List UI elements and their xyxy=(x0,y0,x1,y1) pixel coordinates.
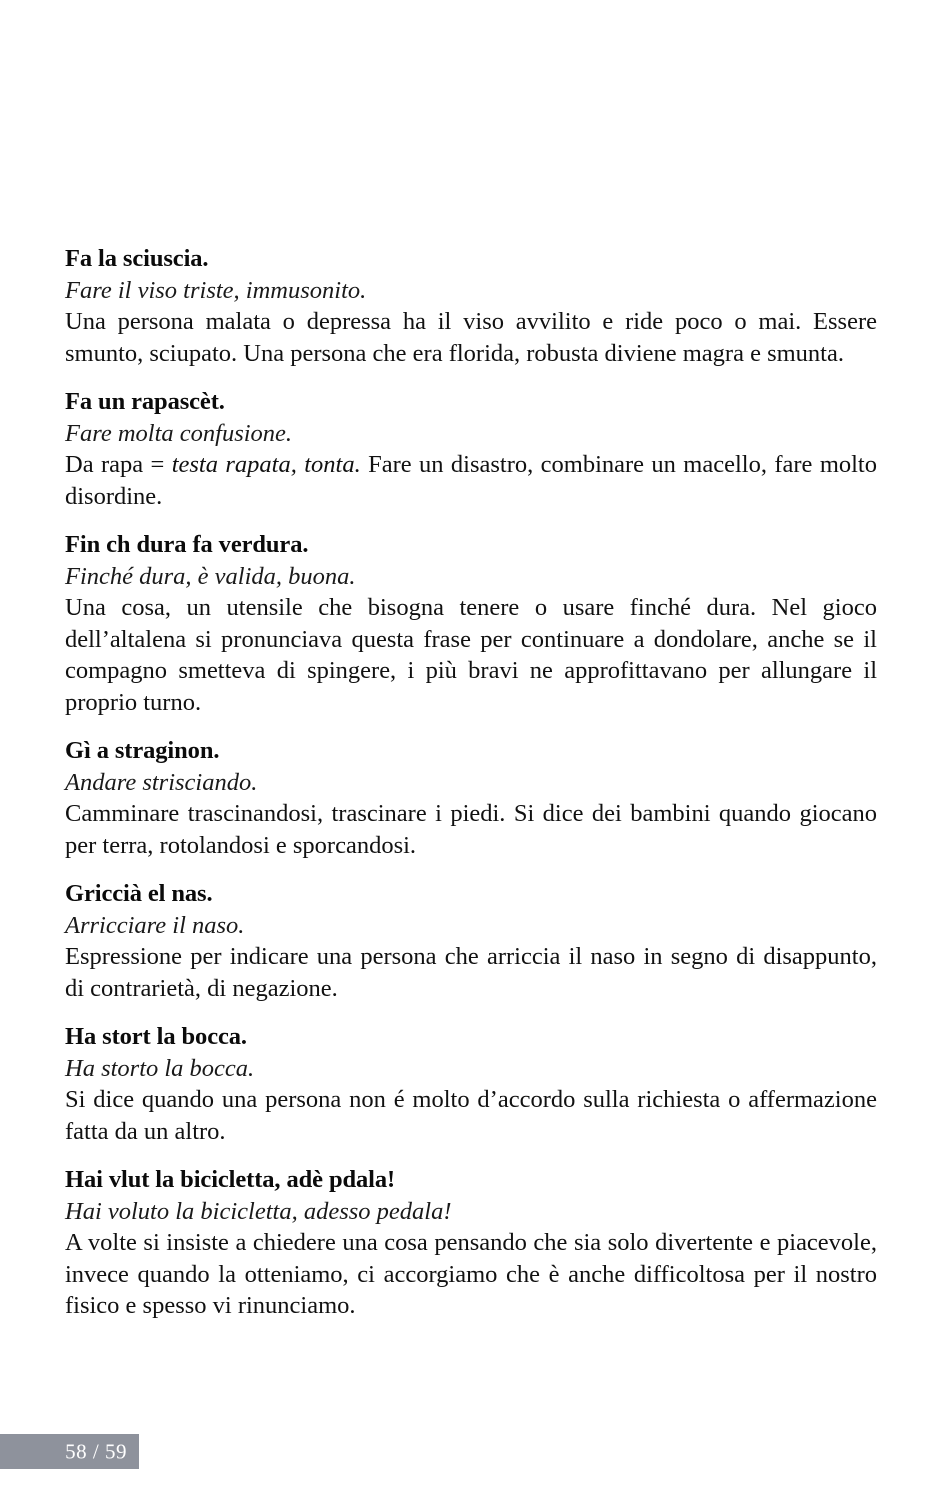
entry-body-italic-span: testa rapata, tonta. xyxy=(171,451,361,478)
dictionary-entry xyxy=(65,386,877,512)
entry-body-span: Espressione per indicare una persona che arriccia il naso in segno di disappunto, di contrarietà, di negazione. xyxy=(65,943,877,1002)
entry-gloss: Arricciare il naso. xyxy=(65,911,245,939)
entry-body xyxy=(65,1084,877,1147)
entry-body-span: Camminare trascinandosi, trascinare i piedi. Si dice dei bambini quando giocano per terra, rotolandosi e sporcandosi. xyxy=(65,800,877,859)
entry-body-span: Da rapa = xyxy=(65,451,172,478)
entry-term: Hai vlut la bicicletta, adè pdala! xyxy=(65,1166,396,1193)
entry-gloss: Hai voluto la bicicletta, adesso pedala! xyxy=(65,1197,452,1225)
entry-body xyxy=(65,592,877,718)
dictionary-entry xyxy=(65,1164,877,1322)
page-number-label: 58 / 59 xyxy=(65,1439,127,1463)
entry-body-span: A volte si insiste a chiedere una cosa pensando che sia solo divertente e piacevole, invece quando la otteniamo, ci accorgiamo che è anche difficoltosa per il nostro fisico e spesso vi rinunciamo. xyxy=(65,1229,877,1319)
entry-body xyxy=(65,941,877,1004)
entry-gloss: Fare molta confusione. xyxy=(65,419,293,447)
dictionary-entry xyxy=(65,878,877,1004)
page-footer-bar xyxy=(0,1434,139,1469)
entry-gloss: Andare strisciando. xyxy=(65,768,258,796)
entry-body xyxy=(65,1227,877,1322)
entry-term: Fa la sciuscia. xyxy=(65,245,209,272)
entry-body xyxy=(65,306,877,369)
entry-body xyxy=(65,449,877,512)
dictionary-entry xyxy=(65,243,877,369)
dictionary-entry xyxy=(65,529,877,718)
entry-term: Fin ch dura fa verdura. xyxy=(65,531,309,558)
entry-body xyxy=(65,798,877,861)
entry-term: Griccià el nas. xyxy=(65,880,213,907)
entry-gloss: Finché dura, è valida, buona. xyxy=(65,562,356,590)
dictionary-entry xyxy=(65,1021,877,1147)
entry-body-span: Fare un disastro, combinare un macello, fare molto disordine. xyxy=(65,451,877,510)
entry-gloss: Ha storto la bocca. xyxy=(65,1054,255,1082)
entry-term: Ha stort la bocca. xyxy=(65,1023,247,1050)
entry-body-span: Una cosa, un utensile che bisogna tenere o usare finché dura. Nel gioco dell’altalena si pronunciava questa frase per continuare a dondolare, anche se il compagno smetteva di spingere, i più bravi ne approfittavano per allungare il proprio turno. xyxy=(65,594,877,716)
entry-term: Fa un rapascèt. xyxy=(65,388,225,415)
dictionary-entry xyxy=(65,735,877,861)
entry-body-span: Una persona malata o depressa ha il viso avvilito e ride poco o mai. Essere smunto, sciupato. Una persona che era florida, robusta diviene magra e smunta. xyxy=(65,308,877,367)
dictionary-entry-list xyxy=(65,243,877,1322)
entry-gloss: Fare il viso triste, immusonito. xyxy=(65,276,367,304)
entry-body-span: Si dice quando una persona non é molto d’accordo sulla richiesta o affermazione fatta da un altro. xyxy=(65,1086,877,1145)
entry-term: Gì a straginon. xyxy=(65,737,220,764)
